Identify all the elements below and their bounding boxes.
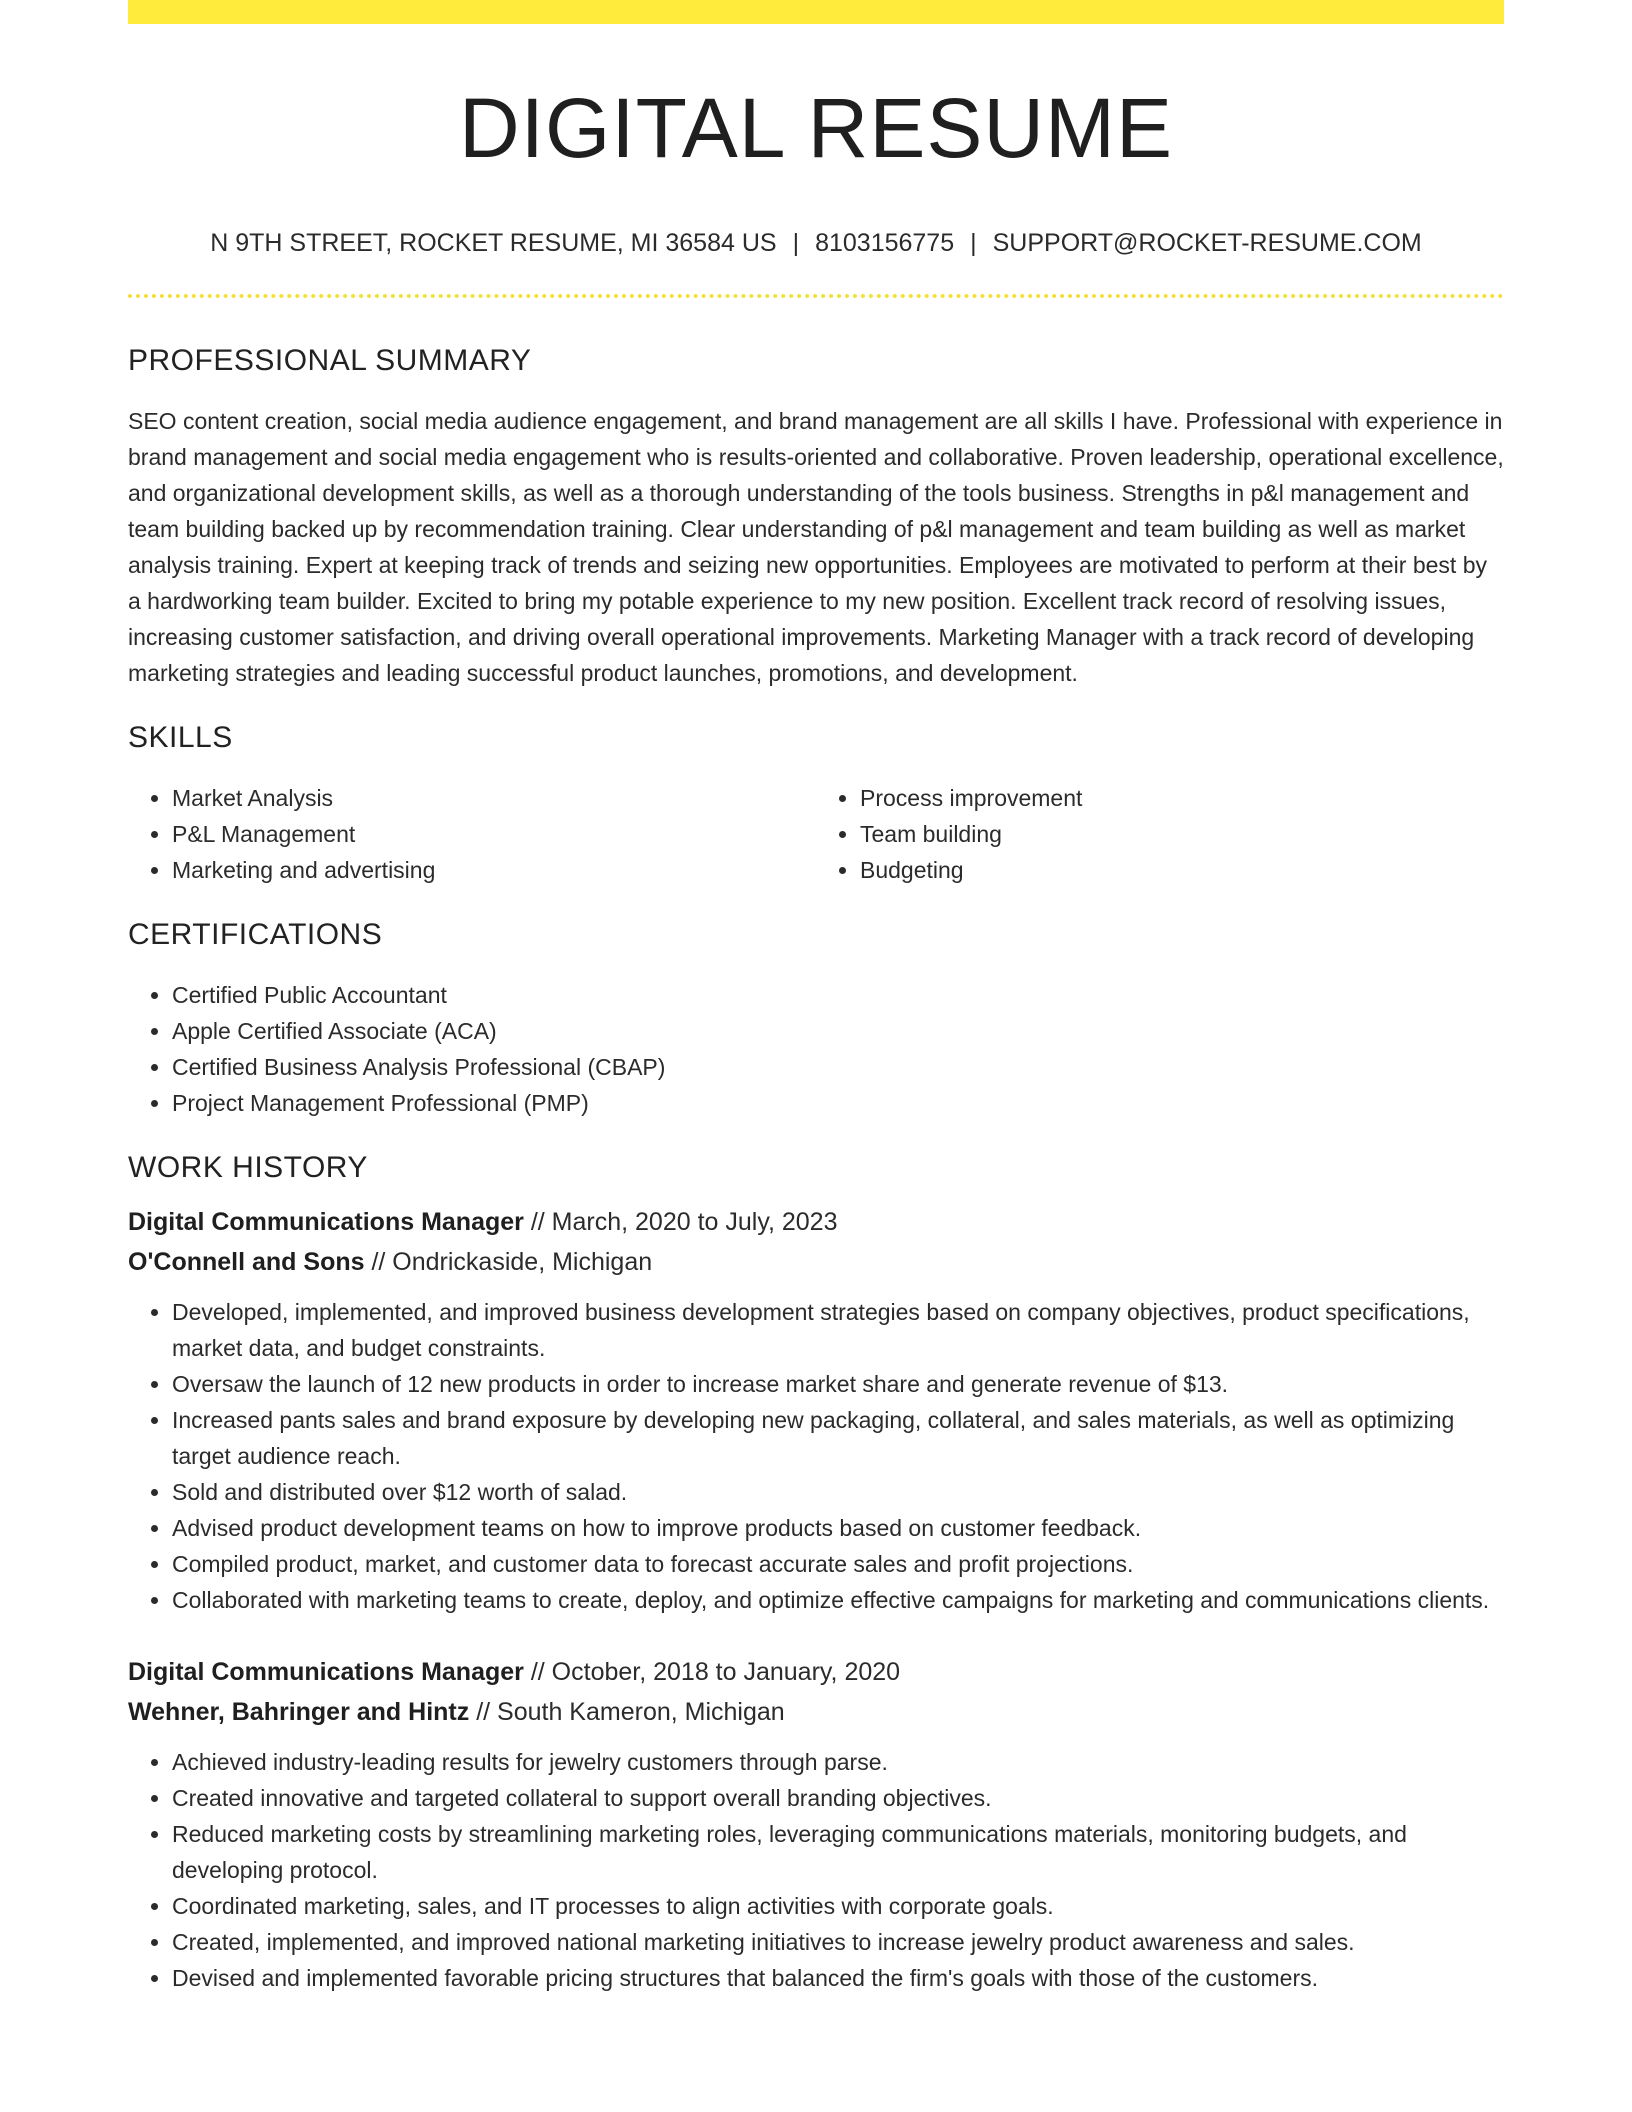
job-company-line bbox=[128, 1692, 1504, 1732]
summary-heading: PROFESSIONAL SUMMARY bbox=[128, 344, 532, 378]
skill-item: • Market Analysis bbox=[172, 780, 816, 816]
job-company: O'Connell and Sons bbox=[128, 1248, 365, 1277]
job-entry bbox=[128, 1202, 1504, 1618]
job-bullet: • Achieved industry-leading results for jewelry customers through parse. bbox=[172, 1744, 1504, 1780]
contact-line bbox=[128, 228, 1504, 258]
job-entry bbox=[128, 1652, 1504, 1996]
resume-page bbox=[128, 0, 1504, 2030]
job-bullet: • Sold and distributed over $12 worth of salad. bbox=[172, 1474, 1504, 1510]
job-title-line bbox=[128, 1202, 1504, 1242]
job-bullet: • Oversaw the launch of 12 new products in order to increase market share and generate revenue of $13. bbox=[172, 1366, 1504, 1402]
contact-email: SUPPORT@ROCKET-RESUME.COM bbox=[992, 229, 1422, 258]
resume-title: DIGITAL RESUME bbox=[458, 81, 1174, 175]
summary-section bbox=[128, 344, 1504, 691]
skill-item: • Budgeting bbox=[860, 852, 1504, 888]
certification-item: • Project Management Professional (PMP) bbox=[172, 1085, 1504, 1121]
contact-phone: 8103156775 bbox=[815, 229, 955, 258]
certifications-section bbox=[128, 918, 1504, 1121]
certification-item: • Certified Public Accountant bbox=[172, 977, 1504, 1013]
job-bullet: • Created, implemented, and improved national marketing initiatives to increase jewelry product awareness and sales. bbox=[172, 1924, 1504, 1960]
job-role: Digital Communications Manager bbox=[128, 1658, 524, 1687]
certifications-heading: CERTIFICATIONS bbox=[128, 918, 383, 952]
skill-item: • Team building bbox=[860, 816, 1504, 852]
job-company-line bbox=[128, 1242, 1504, 1282]
job-bullet: • Collaborated with marketing teams to create, deploy, and optimize effective campaigns for marketing and communications clients. bbox=[172, 1582, 1504, 1618]
job-title-line bbox=[128, 1652, 1504, 1692]
job-bullet: • Devised and implemented favorable pricing structures that balanced the firm's goals with those of the customers. bbox=[172, 1960, 1504, 1996]
job-location: // South Kameron, Michigan bbox=[469, 1698, 785, 1727]
job-bullet: • Advised product development teams on how to improve products based on customer feedback. bbox=[172, 1510, 1504, 1546]
skills-list-left bbox=[128, 780, 816, 888]
certification-item: • Certified Business Analysis Professional (CBAP) bbox=[172, 1049, 1504, 1085]
skill-item: • Marketing and advertising bbox=[172, 852, 816, 888]
job-bullet: • Increased pants sales and brand exposure by developing new packaging, collateral, and sales materials, as well as optimizing target audience reach. bbox=[172, 1402, 1504, 1474]
certification-item: • Apple Certified Associate (ACA) bbox=[172, 1013, 1504, 1049]
job-company: Wehner, Bahringer and Hintz bbox=[128, 1698, 470, 1727]
summary-text: SEO content creation, social media audience engagement, and brand management are all skills I have. Professional with experience in brand management and social media engagement who is results-oriented and collaborative. Proven leadership, operational excellence, and organizational development skills, as well as a thorough understanding of the tools business. Strengths in p&l management and team building backed up by recommendation training. Clear understanding of p&l management and team building as well as market analysis training. Expert at keeping track of trends and seizing new opportunities. Employees are motivated to perform at their best by a hardworking team builder. Excited to bring my potable experience to my new position. Excellent track record of resolving issues, increasing customer satisfaction, and driving overall operational improvements. Marketing Manager with a track record of developing marketing strategies and leading successful product launches, promotions, and development. bbox=[128, 408, 1504, 687]
job-bullets bbox=[128, 1744, 1504, 1996]
work-heading: WORK HISTORY bbox=[128, 1151, 368, 1185]
skill-item: • P&L Management bbox=[172, 816, 816, 852]
skills-list-right bbox=[816, 780, 1504, 888]
job-bullets bbox=[128, 1294, 1504, 1618]
skill-item: • Process improvement bbox=[860, 780, 1504, 816]
job-bullet: • Created innovative and targeted collateral to support overall branding objectives. bbox=[172, 1780, 1504, 1816]
skills-heading: SKILLS bbox=[128, 721, 233, 755]
job-role: Digital Communications Manager bbox=[128, 1208, 524, 1237]
job-location: // Ondrickaside, Michigan bbox=[364, 1248, 653, 1277]
job-bullet: • Developed, implemented, and improved business development strategies based on company objectives, product specifications, market data, and budget constraints. bbox=[172, 1294, 1504, 1366]
work-section bbox=[128, 1151, 1504, 1996]
dotted-divider bbox=[128, 294, 1504, 298]
job-dates: // March, 2020 to July, 2023 bbox=[523, 1208, 838, 1237]
certifications-list bbox=[128, 977, 1504, 1121]
skills-section bbox=[128, 721, 1504, 888]
accent-bar bbox=[128, 0, 1504, 24]
contact-separator: | bbox=[792, 229, 800, 258]
job-bullet: • Reduced marketing costs by streamlining marketing roles, leveraging communications materials, monitoring budgets, and developing protocol. bbox=[172, 1816, 1504, 1888]
job-dates: // October, 2018 to January, 2020 bbox=[523, 1658, 901, 1687]
skills-grid bbox=[128, 780, 1504, 888]
job-bullet: • Coordinated marketing, sales, and IT processes to align activities with corporate goals. bbox=[172, 1888, 1504, 1924]
contact-separator: | bbox=[970, 229, 977, 258]
job-bullet: • Compiled product, market, and customer data to forecast accurate sales and profit projections. bbox=[172, 1546, 1504, 1582]
contact-address: N 9TH STREET, ROCKET RESUME, MI 36584 US bbox=[210, 229, 777, 258]
